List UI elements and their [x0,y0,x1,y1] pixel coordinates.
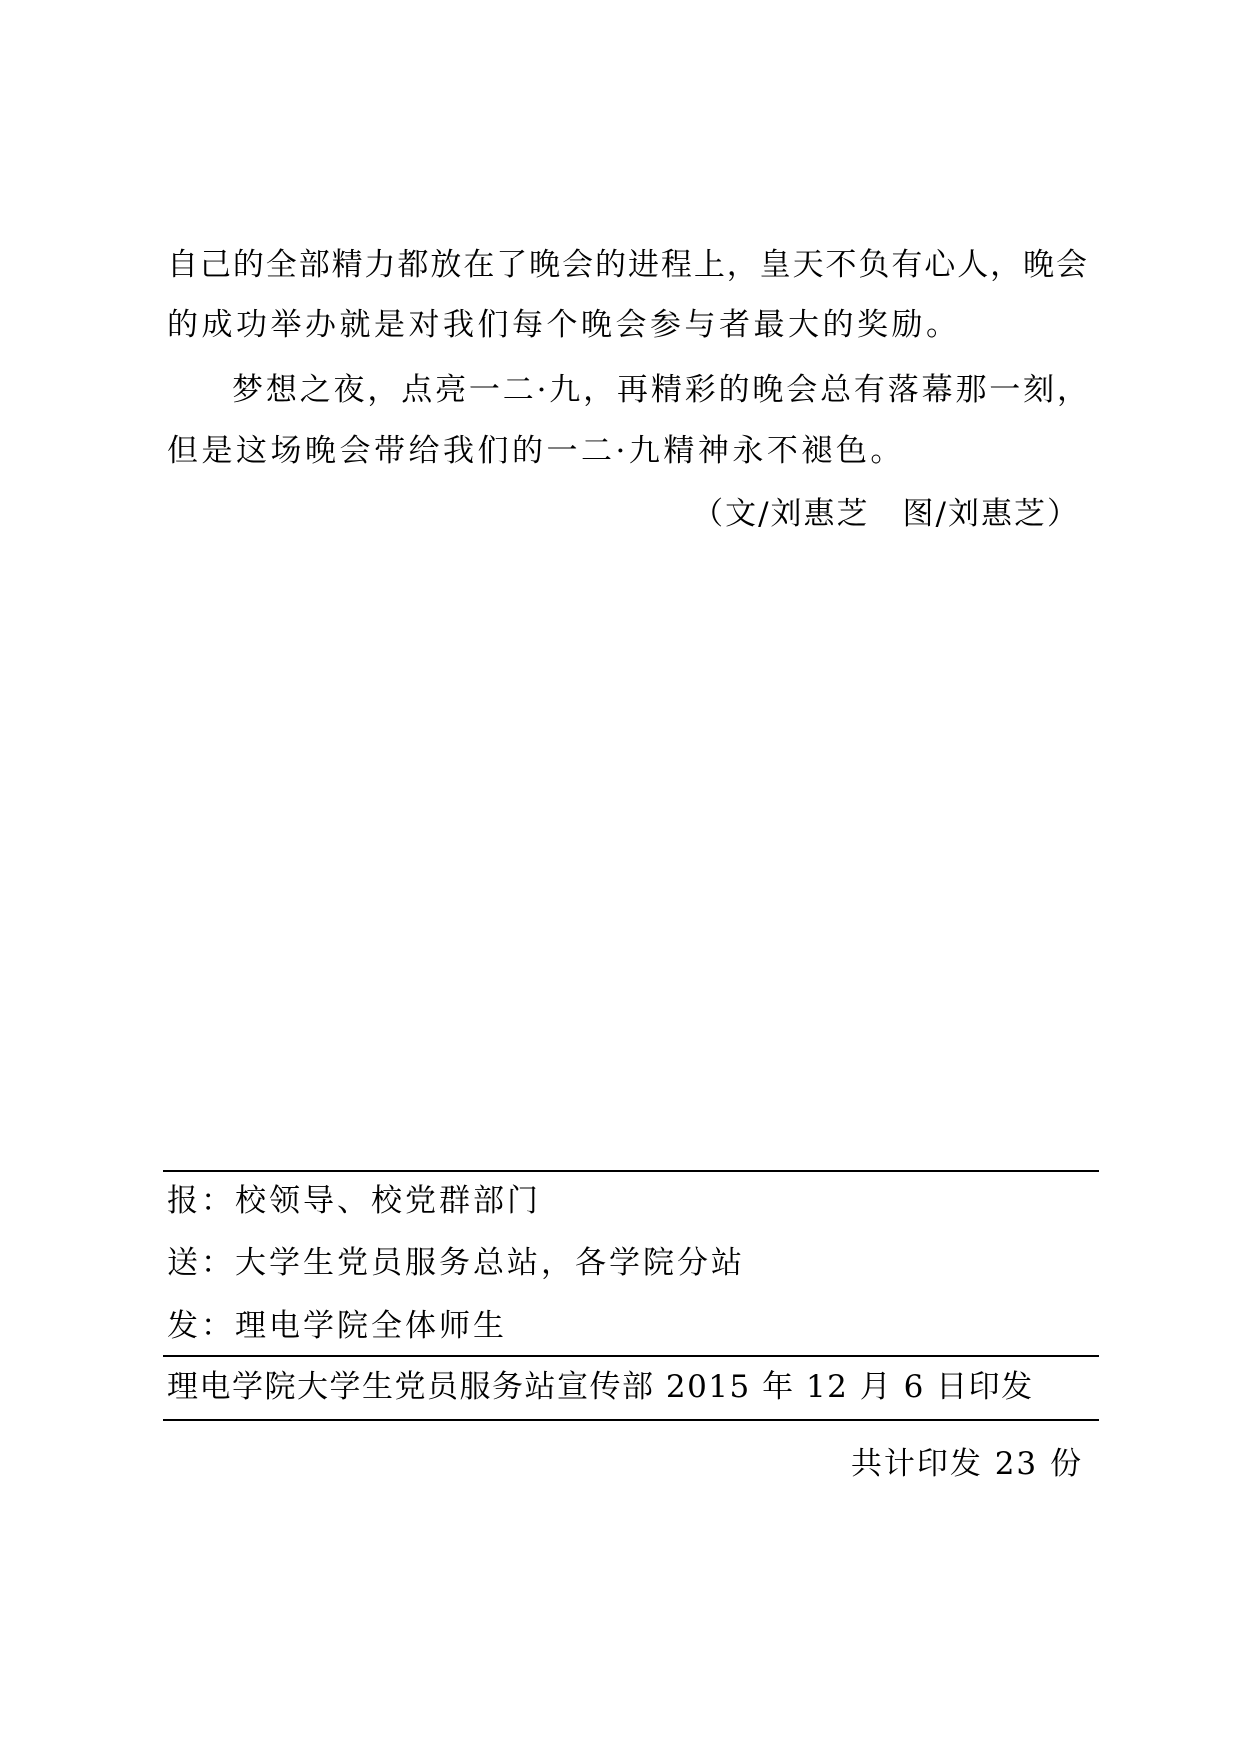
article-line-1: 自己的全部精力都放在了晚会的进程上，皇天不负有心人，晚会 [167,247,1087,283]
article-line-3: 梦想之夜，点亮一二·九，再精彩的晚会总有落幕那一刻， [232,372,1088,408]
author-credit: （文/刘惠芝 图/刘惠芝） [692,496,1080,532]
article-line-4: 但是这场晚会带给我们的一二·九精神永不褪色。 [167,433,905,469]
send-to-line: 送：大学生党员服务总站，各学院分站 [167,1245,745,1281]
issuer-date-line: 理电学院大学生党员服务站宣传部 2015 年 12 月 6 日印发 [167,1369,1034,1405]
article-line-2: 的成功举办就是对我们每个晚会参与者最大的奖励。 [167,307,961,343]
report-to-line: 报：校领导、校党群部门 [167,1183,541,1219]
middle-divider [163,1355,1099,1357]
issue-to-line: 发：理电学院全体师生 [167,1308,507,1344]
bottom-divider [163,1419,1099,1421]
top-divider [163,1170,1099,1172]
copies-count: 共计印发 23 份 [850,1446,1083,1482]
